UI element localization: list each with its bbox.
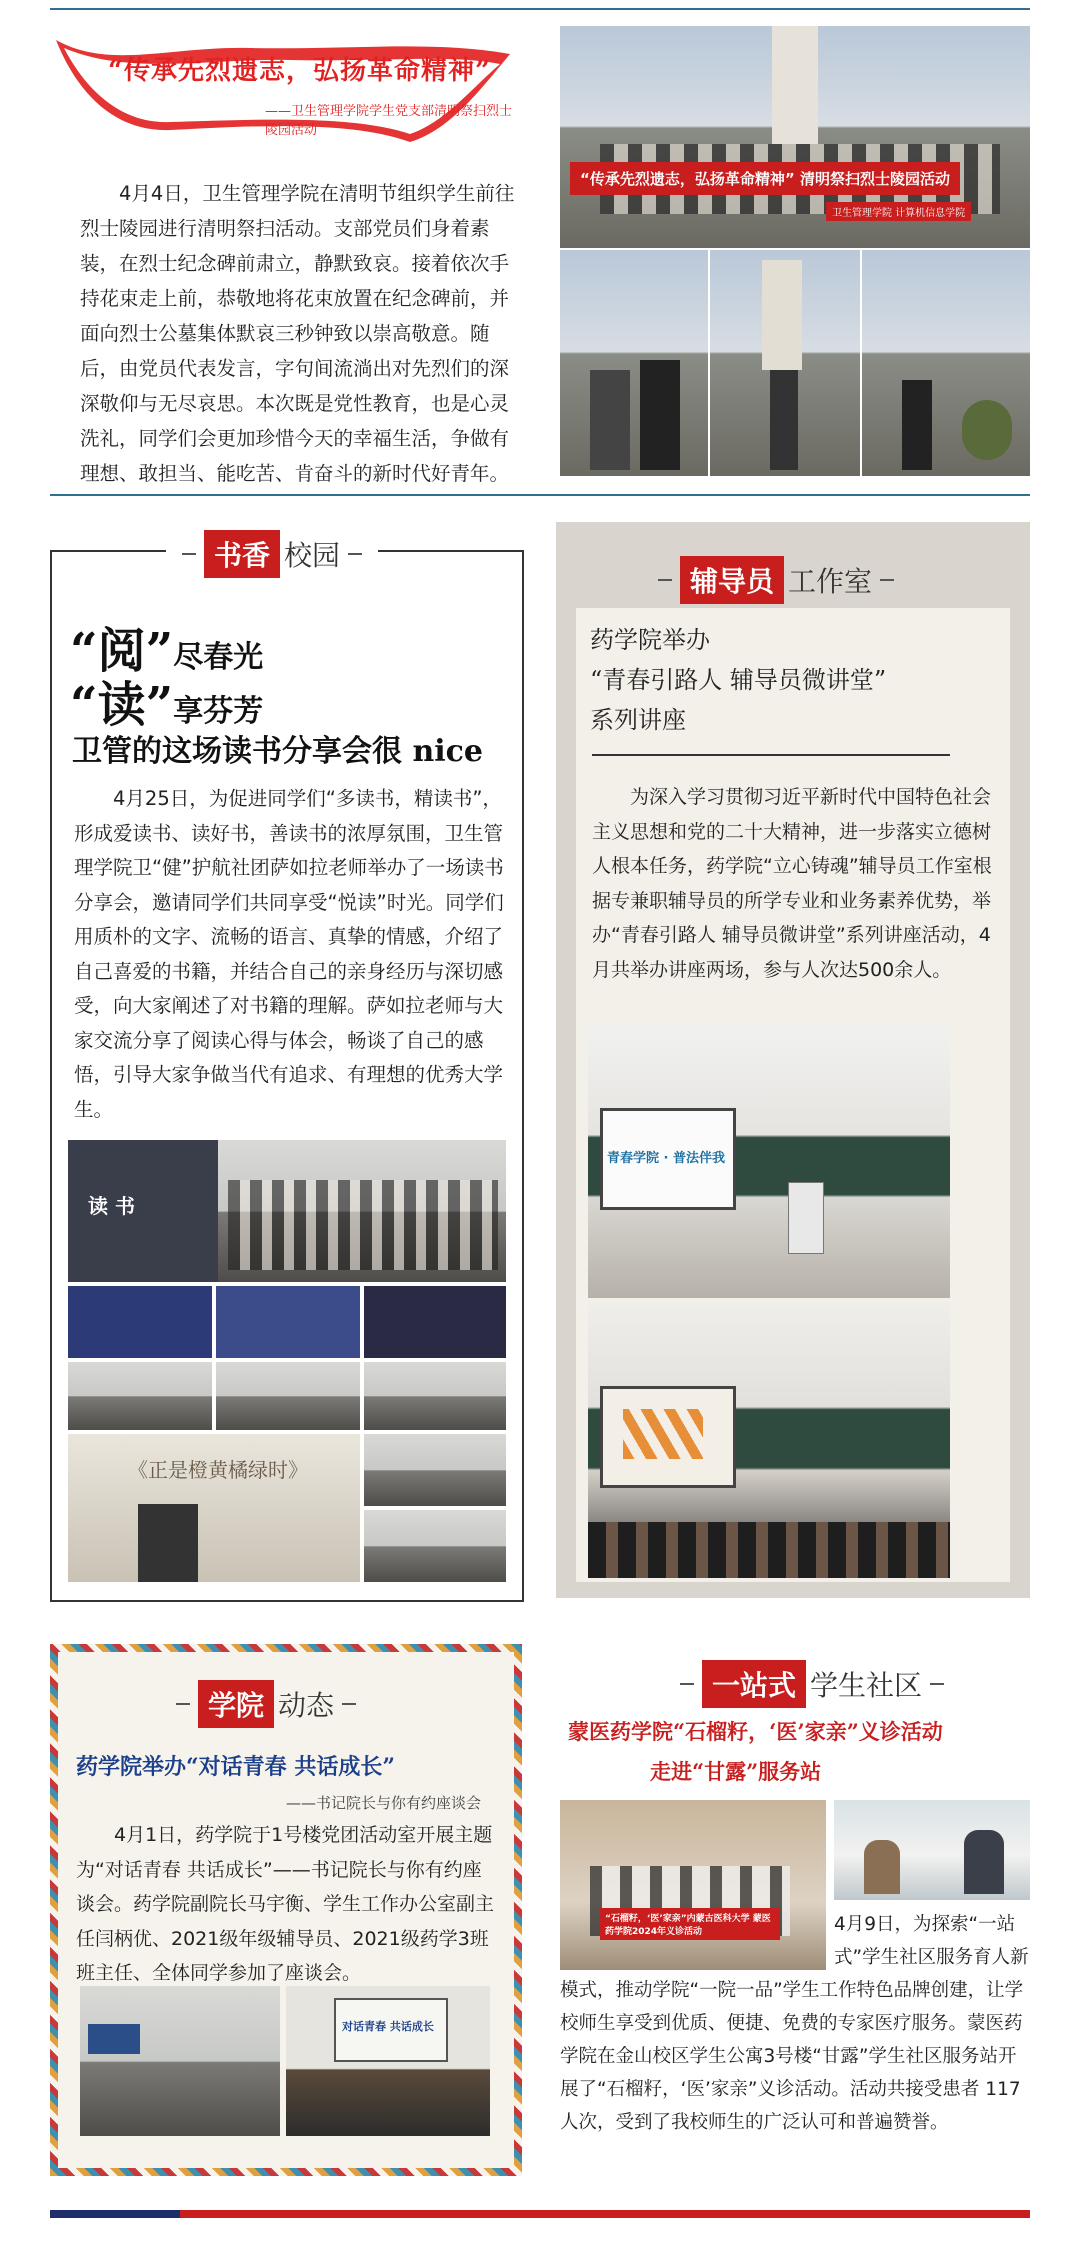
forum-photo-1 <box>80 1986 280 2136</box>
section1-body: 4月4日，卫生管理学院在清明节组织学生前往烈士陵园进行清明祭扫活动。支部党员们身着素装，在烈士纪念碑前肃立，静默致哀。接着依次手持花束走上前，恭敬地将花束放置在纪念碑前，并面向烈士公墓集体默哀三秒钟致以崇高敬意。随后，由党员代表发言，字句间流淌出对先烈们的深深敬仰与无尽哀思。本次既是党性教育，也是心灵洗礼，同学们会更加珍惜今天的幸福生活，争做有理想、敢担当、能吃苦、肯奋斗的新时代好青年。 <box>80 182 515 485</box>
community-title-1: 蒙医药学院“石榴籽，‘医’家亲”义诊活动 <box>568 1719 943 1744</box>
section-tag-community: 一站式 学生社区 <box>672 1660 952 1708</box>
college-news-subtitle: ——书记院长与你有约座谈会 <box>286 1794 482 1812</box>
photo-caption: 《正是橙黄橘绿时》 <box>128 1458 308 1482</box>
activity-banner <box>50 30 520 150</box>
reading-photo-7 <box>364 1362 506 1430</box>
memorial-group-photo <box>560 26 1030 248</box>
reading-photo-8 <box>68 1434 360 1582</box>
counselor-title: 药学院举办 “青春引路人 辅导员微讲堂” 系列讲座 <box>590 626 887 734</box>
community-title-2: 走进“甘露”服务站 <box>650 1759 822 1784</box>
reading-headline-1: “阅”尽春光 <box>70 623 264 679</box>
section-tag-college: 学院 动态 <box>168 1680 364 1728</box>
photo-screen-text: 读 书 <box>88 1194 135 1218</box>
forum-photo-2 <box>286 1986 490 2136</box>
college-news-body: 4月1日，药学院于1号楼党团活动室开展主题为“对话青春 共话成长”——书记院长与你有约座谈会。药学院副院长马宇衡、学生工作办公室副主任闫柄优、2021级年级辅导员、2021级药学3班班主任、全体同学参加了座谈会。 <box>76 1824 495 1984</box>
clinic-photo-banner: “石榴籽，‘医’家亲”内蒙古医科大学 蒙医药学院2024年义诊活动 <box>600 1908 780 1940</box>
reading-photo-10 <box>364 1510 506 1582</box>
footer-bar-navy <box>50 2210 180 2218</box>
reading-headline-2: “读”享芬芳 <box>70 677 264 733</box>
community-body-text: 4月9日，为探索“一站式”学生社区服务育人新模式，推动学院“一院一品”学生工作特色品牌创建，让学校师生享受到优质、便捷、免费的专家医疗服务。蒙医药学院在金山校区学生公寓3号楼“甘露”学生社区服务站开展了“石榴籽，‘医’家亲”义诊活动。活动共接受患者 117 人次，受到了我校师生的广泛认可和普遍赞誉。 <box>560 1914 1029 2133</box>
reading-photo-4 <box>364 1286 506 1358</box>
college-news-title: 药学院举办“对话青春 共话成长” <box>76 1754 395 1780</box>
memorial-photo-right <box>862 250 1030 476</box>
banner-subtitle: ——卫生管理学院学生党支部清明祭扫烈士陵园活动 <box>265 104 513 138</box>
lecture-photo-2 <box>588 1302 950 1578</box>
screen-text: 青春学院 · 普法伴我 <box>607 1151 725 1166</box>
reading-photo-6 <box>216 1362 360 1430</box>
section-divider-1 <box>50 494 1030 496</box>
lecture-photo-1 <box>588 1026 950 1298</box>
banner-title: “传承先烈遗志，弘扬革命精神” <box>108 56 491 86</box>
reading-photo-5 <box>68 1362 212 1430</box>
memorial-photo-center <box>710 250 860 476</box>
counselor-title-rule <box>592 754 950 756</box>
reading-photo-9 <box>364 1434 506 1506</box>
screen-text: 对话青春 共话成长 <box>342 2020 434 2033</box>
photo-banner: “传承先烈遗志，弘扬革命精神” 清明祭扫烈士陵园活动 <box>570 162 960 195</box>
reading-headline-3: 卫管的这场读书分享会很 nice <box>72 734 484 769</box>
section-tag-reading: 书香 校园 <box>166 530 378 578</box>
reading-photo-2 <box>68 1286 212 1358</box>
reading-body: 4月25日，为促进同学们“多读书，精读书”，形成爱读书、读好书，善读书的浓厚氛围，卫生管理学院卫“健”护航社团萨如拉老师举办了一场读书分享会，邀请同学们共同享受“悦读”时光。同学们用质朴的文字、流畅的语言、真挚的情感，介绍了自己喜爱的书籍，并结合自己的亲身经历与深切感受，向大家阐述了对书籍的理解。萨如拉老师与大家交流分享了阅读心得与体会，畅谈了自己的感悟，引导大家争做当代有追求、有理想的优秀大学生。 <box>74 787 504 1121</box>
counselor-body: 为深入学习贯彻习近平新时代中国特色社会主义思想和党的二十大精神，进一步落实立德树人根本任务，药学院“立心铸魂”辅导员工作室根据专兼职辅导员的所学专业和业务素养优势，举办“青春引路人 辅导员微讲堂”系列讲座活动，4月共举办讲座两场，参与人次达500余人。 <box>592 786 992 981</box>
reading-photo-group <box>68 1140 506 1282</box>
clinic-consult-photo <box>834 1800 1030 1900</box>
footer-bar-red <box>180 2210 1030 2218</box>
reading-photo-3 <box>216 1286 360 1358</box>
section-tag-counselor: 辅导员 工作室 <box>650 556 902 604</box>
top-rule <box>50 8 1030 10</box>
photo-banner-sub: 卫生管理学院 计算机信息学院 <box>826 202 971 221</box>
memorial-photo-left <box>560 250 708 476</box>
